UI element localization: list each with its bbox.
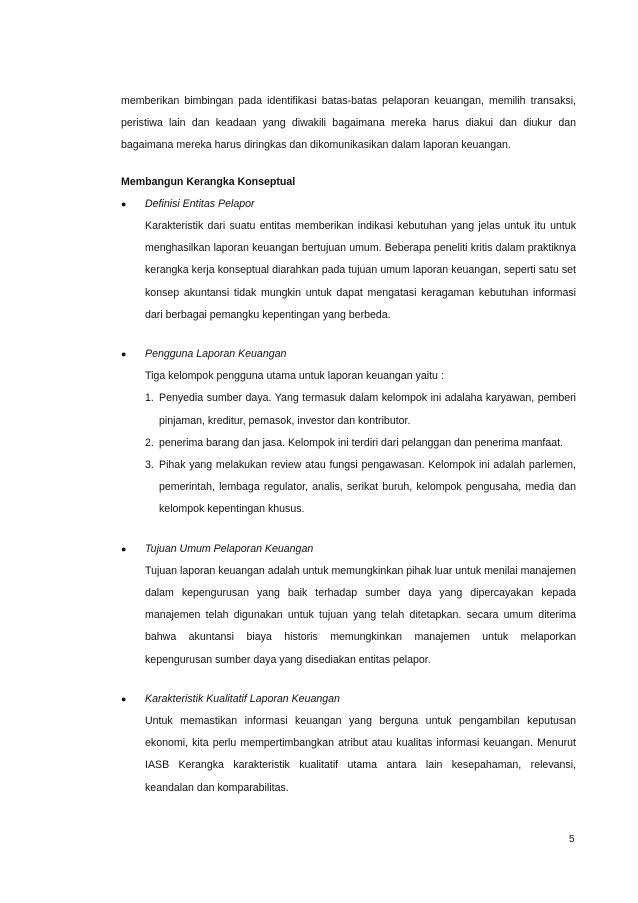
page-number: 5 xyxy=(569,834,575,845)
intro-paragraph: memberikan bimbingan pada identifikasi batas-batas pelaporan keuangan, memilih transaksi, peristiwa lain dan keadaan yang diwakili bagaimana mereka harus diakui dan diukur dan bagaimana mereka harus diringkas dan dikomunikasikan dalam laporan keuangan. xyxy=(121,95,576,152)
section-title: Definisi Entitas Pelapor xyxy=(145,197,255,210)
list-item xyxy=(145,454,576,521)
section-body: Tiga kelompok pengguna utama untuk laporan keuangan yaitu : xyxy=(145,370,444,383)
list-item-number: 2. xyxy=(145,436,154,449)
section-title: Tujuan Umum Pelaporan Keuangan xyxy=(145,542,314,555)
section-title: Karakteristik Kualitatif Laporan Keuangan xyxy=(145,692,340,705)
list-item-text: Penyedia sumber daya. Yang termasuk dalam kelompok ini adalaha karyawan, pemberi pinjaman, kreditur, pemasok, investor dan kontributor. xyxy=(159,392,576,427)
bullet-icon: ● xyxy=(121,349,127,360)
section-pengguna-laporan xyxy=(121,343,576,521)
section-tujuan-umum xyxy=(121,538,576,671)
section-heading: Membangun Kerangka Konseptual xyxy=(121,175,296,188)
bullet-icon: ● xyxy=(121,198,127,209)
section-body: Tujuan laporan keuangan adalah untuk memungkinkan pihak luar untuk menilai manajemen dalam kepengurusan yang baik terhadap sumber daya yang dipercayakan kepada manajemen telah digunakan untuk tujuan yang telah ditetapkan. secara umum diterima bahwa akuntansi biaya historis memungkinkan manajemen untuk melaporkan kepengurusan sumber daya yang disediakan entitas pelapor. xyxy=(145,564,576,666)
section-body: Karakteristik dari suatu entitas memberikan indikasi kebutuhan yang jelas untuk itu untuk menghasilkan laporan keuangan bertujuan umum. Beberapa peneliti kritis dalam praktiknya kerangka kerja konseptual diarahkan pada tujuan umum laporan keuangan, seperti satu set konsep akuntansi tidak mungkin untuk dapat mengatasi keragaman kebutuhan informasi dari berbagai pemangku kepentingan yang berbeda. xyxy=(145,220,576,321)
bullet-icon: ● xyxy=(121,693,127,704)
user-group-list xyxy=(145,387,576,520)
list-item-text: Pihak yang melakukan review atau fungsi pengawasan. Kelompok ini adalah parlemen, pemerintah, lembaga regulator, analis, serikat buruh, kelompok pengusaha, media dan kelompok kepentingan khusus. xyxy=(159,459,576,516)
section-body: Untuk memastikan informasi keuangan yang berguna untuk pengambilan keputusan ekonomi, kita perlu mempertimbangkan atribut atau kualitas informasi keuangan. Menurut IASB Kerangka karakteristik kualitatif utama antara lain kesepahaman, relevansi, keandalan dan komparabilitas. xyxy=(145,715,576,794)
section-karakteristik-kualitatif xyxy=(121,688,576,799)
page-content xyxy=(121,90,576,799)
bullet-icon: ● xyxy=(121,543,127,554)
list-item-number: 3. xyxy=(145,459,154,472)
list-item xyxy=(145,432,576,454)
section-title: Pengguna Laporan Keuangan xyxy=(145,348,287,361)
list-item-text: penerima barang dan jasa. Kelompok ini terdiri dari pelanggan dan penerima manfaat. xyxy=(159,436,563,449)
list-item-number: 1. xyxy=(145,392,154,405)
section-definisi-entitas xyxy=(121,193,576,326)
list-item xyxy=(145,387,576,431)
